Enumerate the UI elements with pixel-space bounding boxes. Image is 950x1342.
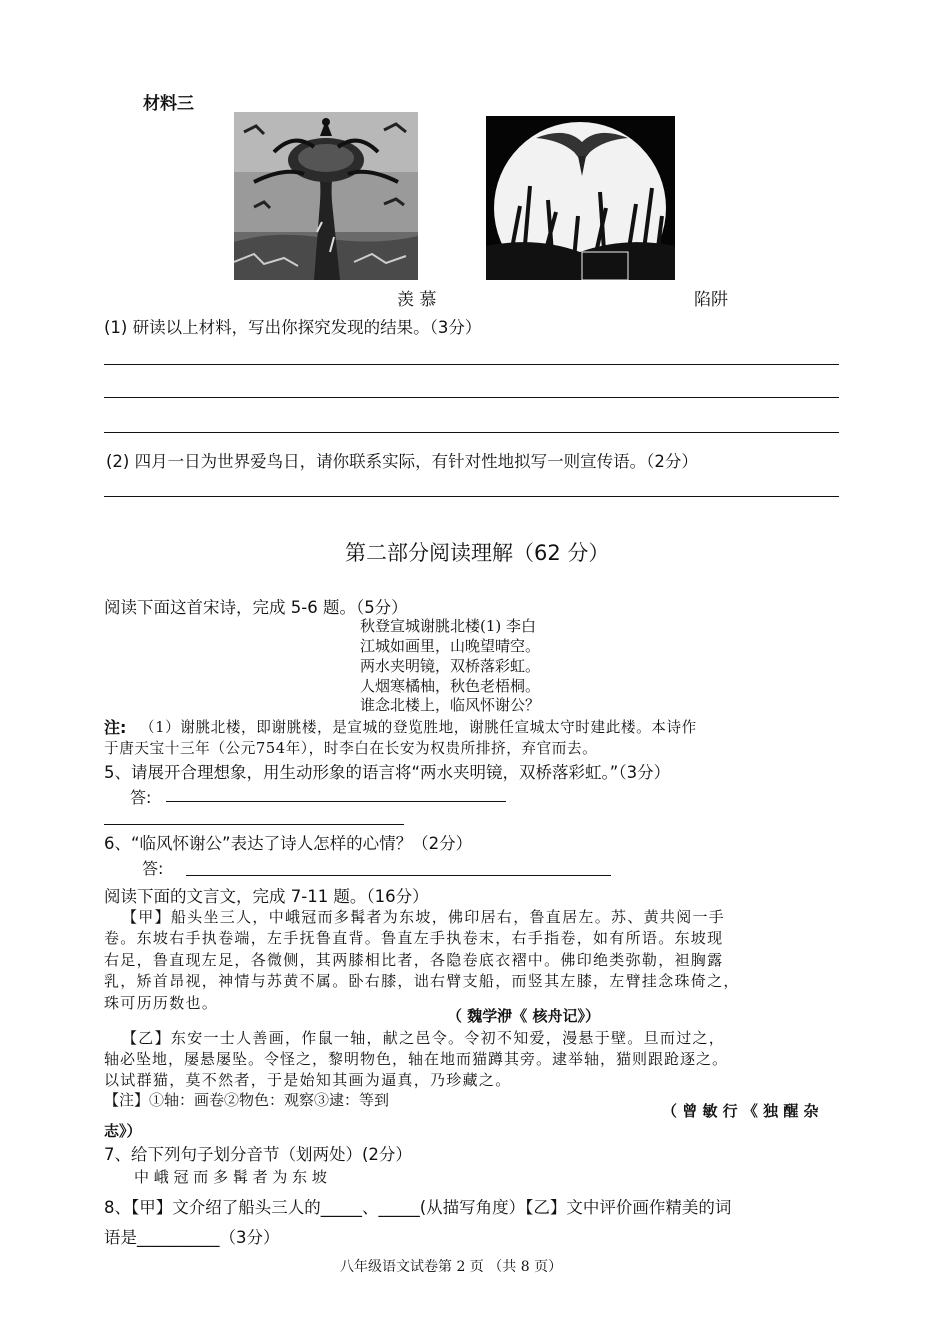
answer-line xyxy=(104,364,839,365)
question-6: 6、“临风怀谢公”表达了诗人怎样的心情？（2分） xyxy=(104,834,473,853)
yi-source: （ 曾 敏 行 《 独 醒 杂 xyxy=(662,1102,819,1120)
yi-text-line: 以试群猫，莫不然者，于是始知其画为逼真，乃珍藏之。 xyxy=(104,1071,512,1089)
jia-source: （ 魏学洢《 核舟记》） xyxy=(447,1007,600,1025)
answer-line xyxy=(104,432,839,433)
question-8-cont: 语是__________（3分） xyxy=(104,1228,280,1247)
poem-line: 人烟寒橘柚，秋色老梧桐。 xyxy=(360,677,541,695)
q7-sentence: 中 峨 冠 而 多 髯 者 为 东 坡 xyxy=(134,1168,327,1186)
yi-text-line: 轴必坠地，屡悬屡坠。令怪之，黎明物色，轴在地而猫蹲其旁。逮举轴，猫则跟跄逐之。 xyxy=(104,1050,729,1068)
question-1: (1) 研读以上材料，写出你探究发现的结果。（3分） xyxy=(104,318,482,337)
note-text: 于唐天宝十三年（公元754年），时李白在长安为权贵所排挤，弃官而去。 xyxy=(104,740,598,757)
poem-title: 秋登宣城谢朓北楼(1) 李白 xyxy=(360,617,537,635)
answer-line xyxy=(104,397,839,398)
jia-text-line: 【甲】船头坐三人，中峨冠而多髯者为东坡，佛印居右，鲁直居左。苏、黄共阅一手 xyxy=(122,908,726,926)
answer-label: 答: xyxy=(130,788,152,807)
jia-text-line: 珠可历历数也。 xyxy=(104,994,219,1012)
jia-text-line: 卷。东坡右手执卷端，左手抚鲁直背。鲁直左手执卷末，右手指卷，如有所语。东坡现 xyxy=(104,929,724,947)
tree-birds-image xyxy=(234,112,418,280)
caption-envy: 羡 慕 xyxy=(397,290,437,310)
yi-source-cont: 志》） xyxy=(104,1122,142,1140)
caption-trap: 陷阱 xyxy=(694,290,728,310)
moon-trap-image xyxy=(486,116,675,280)
poem-line: 江城如画里，山晚望晴空。 xyxy=(360,637,541,655)
note-text: （1）谢朓北楼，即谢朓楼，是宣城的登览胜地，谢朓任宣城太守时建此楼。本诗作 xyxy=(140,719,697,736)
tree-birds-illustration xyxy=(234,112,418,280)
question-5: 5、请展开合理想象，用生动形象的语言将“两水夹明镜，双桥落彩虹。”（3分） xyxy=(104,763,671,782)
answer-line xyxy=(104,824,404,825)
jia-text-line: 右足，鲁直现左足，各微侧，其两膝相比者，各隐卷底衣褶中。佛印绝类弥勒，袒胸露 xyxy=(104,951,724,969)
note-label: 注: xyxy=(104,718,127,737)
poem-line: 两水夹明镜，双桥落彩虹。 xyxy=(360,657,541,675)
page-footer: 八年级语文试卷第 2 页 （共 8 页） xyxy=(340,1259,563,1275)
poem-intro: 阅读下面这首宋诗，完成 5-6 题。（5分） xyxy=(104,598,408,617)
answer-label: 答: xyxy=(142,859,164,878)
answer-line xyxy=(104,496,839,497)
wenyan-intro: 阅读下面的文言文，完成 7-11 题。（16分） xyxy=(104,887,429,906)
material-heading: 材料三 xyxy=(143,94,194,114)
yi-note: 【注】①轴：画卷②物色：观察③逮：等到 xyxy=(104,1091,390,1109)
moon-trap-illustration xyxy=(486,116,675,280)
answer-line xyxy=(186,875,611,876)
section-title: 第二部分阅读理解（62 分） xyxy=(345,541,610,565)
question-7: 7、给下列句子划分音节（划两处）(2分） xyxy=(104,1145,412,1164)
yi-text-line: 【乙】东安一士人善画，作鼠一轴，献之邑令。令初不知爱，漫悬于壁。旦而过之， xyxy=(122,1029,726,1047)
answer-line xyxy=(166,801,506,802)
poem-line: 谁念北楼上，临风怀谢公？ xyxy=(360,696,541,714)
question-8: 8、【甲】文介绍了船头三人的_____、_____(从描写角度）【乙】文中评价画作精美的词 xyxy=(104,1198,732,1217)
question-2: (2) 四月一日为世界爱鸟日，请你联系实际，有针对性地拟写一则宣传语。（2分） xyxy=(106,452,698,471)
jia-text-line: 乳，矫首昂视，神情与苏黄不属。卧右膝，诎右臂支船，而竖其左膝，左臂挂念珠倚之， xyxy=(104,972,740,990)
